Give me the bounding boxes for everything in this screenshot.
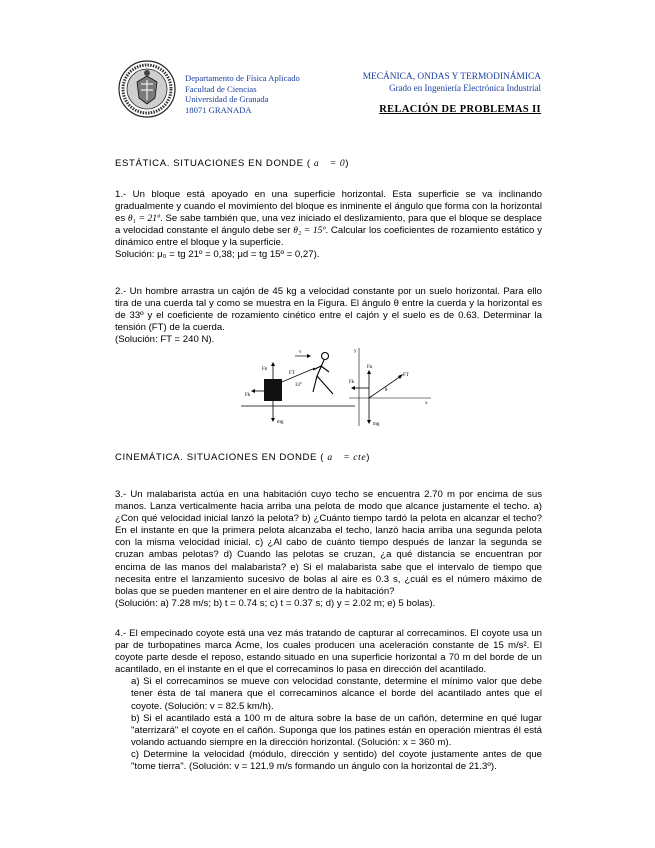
section-formula: a⃗ = 0 bbox=[313, 158, 346, 169]
course-header bbox=[363, 72, 541, 93]
fig-label-angle: 33° bbox=[295, 383, 302, 388]
problem-1-text: 1.- Un bloque está apoyado en una superficie horizontal. Esta superficie se va inclinando gradualmente y cuando el movimiento del bloque es inminente el ángulo que forma con la horizontal es θ₁ = 21º. Se sabe también que, una vez iniciado el deslizamiento, para que el bloque se desplace a velocidad constante el ángulo debe ser θ₂ = 15º. Calcular los coeficientes de rozamiento estático y dinámico entre el bloque y la superficie. bbox=[115, 189, 543, 249]
fig-label-fn: Fn bbox=[262, 367, 268, 372]
fig-label-v: v bbox=[299, 350, 302, 355]
problem-3 bbox=[115, 489, 542, 610]
fbd-label-fn: Fn bbox=[367, 365, 373, 370]
theta2: θ₂ = 15º bbox=[293, 225, 326, 237]
problem-4-part-c: c) Determine la velocidad (módulo, dirección y sentido) del coyote justamente antes de que "tome tierra". (Solución: v = 121.9 m/s formando un ángulo con la horizontal de 21.3º). bbox=[131, 748, 542, 773]
fbd-label-ft: FT bbox=[403, 373, 409, 378]
fig-label-fk: Fk bbox=[245, 393, 251, 398]
rope bbox=[282, 368, 315, 382]
fig-label-x: x bbox=[425, 401, 428, 406]
dept-line: 18071 GRANADA bbox=[185, 104, 252, 115]
fbd-tension-arrow bbox=[369, 376, 401, 398]
fig-label-ft: FT bbox=[289, 371, 295, 376]
problem-2-text: 2.- Un hombre arrastra un cajón de 45 kg a velocidad constante por un suelo horizontal. Para ello tira de una cuerda tal y como se muestra en la Figura. El ángulo θ entre la cuerda y la horizontal es de 33º y el coeficiente de rozamiento cinético entre el cajón y el suelo es de 0.63. Determinar la tensión (FT) de la cuerda. bbox=[115, 286, 542, 334]
fig-label-y: y bbox=[354, 349, 357, 354]
fbd-label-fk: Fk bbox=[349, 380, 355, 385]
university-seal-logo bbox=[118, 60, 176, 118]
course-subtitle: Grado en Ingeniería Electrónica Industrial bbox=[389, 82, 541, 93]
force-diagram-figure bbox=[237, 344, 433, 428]
dept-line: Facultad de Ciencias bbox=[185, 83, 257, 94]
problem-3-text: 3.- Un malabarista actúa en una habitación cuyo techo se encuentra 2.70 m por encima de sus manos. Lanza verticalmente hacia arriba una pelota de modo que alcance justamente el techo. a) ¿Con qué velocidad inicial lanzó la pelota? b) ¿Cuánto tiempo tardó la pelota en alcanzar el techo? En el instante en que la primera pelota alcanzaba el techo, lanzó hacia arriba una segunda pelota con la misma velocidad inicial. c) ¿Al cabo de cuánto tiempo después de lanzar la segunda se cruzan ambas pelotas? d) Cuando las pelotas se cruzan, ¿a qué distancia se encuentran por encima de las manos del malabarista? e) Si el malabarista sabe que el intervalo de tiempo que necesita entre el lanzamiento sucesivo de bolas al aire es 0.3 s, ¿cuál es el número máximo de bolas que se pueden mantener en el aire dentro de la habitación? bbox=[115, 489, 542, 597]
problem-3-solution: (Solución: a) 7.28 m/s; b) t = 0.74 s; c) t = 0.37 s; d) y = 2.02 m; e) 5 bolas). bbox=[115, 597, 436, 609]
problem-2-solution: (Solución: FT = 240 N). bbox=[115, 334, 215, 346]
section-formula: a⃗ = cte bbox=[327, 452, 367, 463]
problem-4-part-b: b) Si el acantilado está a 100 m de altura sobre la base de un cañón, determine en qué lugar "aterrizará" el coyote en el cañón. Suponga que los patines están en operación mientras él está volando actuando siempre en la dirección horizontal. (Solución: x = 360 m). bbox=[131, 712, 542, 748]
problem-1-solution: Solución: μ₀ = tg 21º = 0,38; μd = tg 15º = 0,27). bbox=[115, 249, 320, 261]
problem-4-intro: 4.- El empecinado coyote está una vez más tratando de capturar al correcaminos. El coyote usa un par de turbopatines marca Acme, los cuales producen una aceleración constante de 15 m/s². El coyote parte desde el reposo, estando situado en una superficie horizontal a 70 m del borde de un acantilado, en el instante en el que el correcaminos lo pasa en dirección del acantilado. bbox=[115, 628, 542, 676]
section-heading-cinematica: CINEMÁTICA. SITUACIONES EN DONDE ( a⃗ = cte) bbox=[115, 452, 371, 463]
theta1: θ₁ = 21º bbox=[127, 213, 161, 225]
dept-line: Departamento de Física Aplicado bbox=[185, 73, 300, 83]
course-title: MECÁNICA, ONDAS Y TERMODINÁMICA bbox=[362, 72, 541, 82]
problem-4 bbox=[115, 628, 542, 773]
dept-line: Universidad de Granada bbox=[185, 94, 269, 105]
fbd-label-theta: θ bbox=[385, 388, 388, 393]
relacion-title: RELACIÓN DE PROBLEMAS II bbox=[379, 104, 541, 115]
problem-2 bbox=[115, 286, 542, 346]
fig-label-mg: mg bbox=[277, 420, 284, 425]
crate bbox=[264, 379, 282, 401]
man-figure bbox=[313, 353, 333, 395]
department-address bbox=[185, 73, 300, 115]
section-heading-estatica: ESTÁTICA. SITUACIONES EN DONDE ( a⃗ = 0) bbox=[115, 158, 350, 169]
fbd-label-mg: mg bbox=[373, 422, 380, 427]
problem-1 bbox=[115, 189, 542, 262]
problem-4-part-a: a) Si el correcaminos se mueve con velocidad constante, determine el mínimo valor que debe tener ésta de tal manera que el correcaminos alcance el borde del acantilado antes que el coyote. (Solución: v = 82.5 km/h). bbox=[131, 676, 542, 712]
